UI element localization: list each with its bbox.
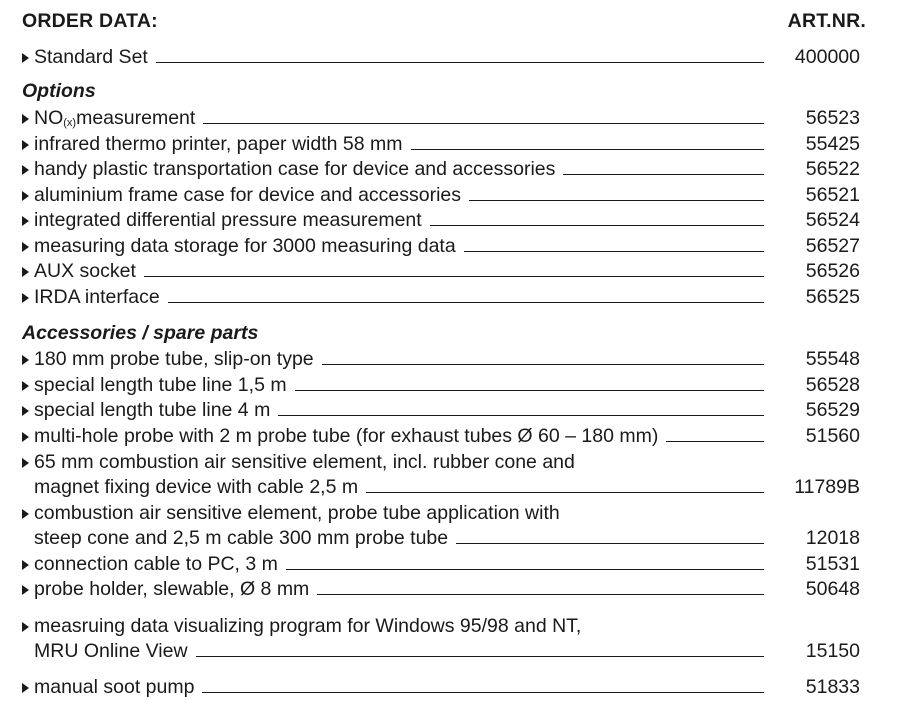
item-number: 51531 bbox=[805, 553, 860, 575]
leader-line bbox=[295, 390, 764, 391]
list-item bbox=[22, 612, 860, 638]
list-item bbox=[22, 155, 860, 181]
item-label: IRDA interface bbox=[34, 286, 160, 308]
item-label: magnet fixing device with cable 2,5 m bbox=[34, 476, 359, 498]
leader-line bbox=[666, 441, 764, 442]
bullet-triangle-icon bbox=[22, 381, 29, 391]
bullet-triangle-icon bbox=[22, 53, 29, 63]
leader-line bbox=[430, 225, 764, 226]
leader-line bbox=[469, 200, 764, 201]
item-label: multi-hole probe with 2 m probe tube (for exhaust tubes Ø 60 – 180 mm) bbox=[34, 425, 659, 447]
bullet-triangle-icon bbox=[22, 622, 29, 632]
item-label: integrated differential pressure measurement bbox=[34, 209, 422, 231]
leader-line bbox=[286, 569, 764, 570]
list-item-standard-set bbox=[22, 43, 860, 69]
options-heading: Options bbox=[22, 80, 96, 102]
item-number: 11789B bbox=[794, 476, 860, 498]
bullet-triangle-icon bbox=[22, 432, 29, 442]
item-label: measuring data storage for 3000 measuring data bbox=[34, 235, 456, 257]
leader-line bbox=[563, 174, 764, 175]
bullet-triangle-icon bbox=[22, 458, 29, 468]
item-number: 56523 bbox=[805, 107, 860, 129]
list-item bbox=[22, 422, 860, 448]
item-label: aluminium frame case for device and accessories bbox=[34, 184, 462, 206]
bullet-triangle-icon bbox=[22, 585, 29, 595]
item-label: MRU Online View bbox=[34, 640, 188, 662]
item-label: 180 mm probe tube, slip-on type bbox=[34, 348, 314, 370]
list-item bbox=[22, 499, 860, 525]
item-number: 56525 bbox=[805, 286, 860, 308]
item-number: 55548 bbox=[805, 348, 860, 370]
list-item bbox=[22, 673, 860, 699]
bullet-triangle-icon bbox=[22, 683, 29, 693]
bullet-triangle-icon bbox=[22, 560, 29, 570]
bullet-triangle-icon bbox=[22, 242, 29, 252]
list-item bbox=[22, 257, 860, 283]
leader-line bbox=[366, 492, 764, 493]
item-number: 51833 bbox=[805, 676, 860, 698]
item-number: 56528 bbox=[805, 374, 860, 396]
item-number: 56524 bbox=[805, 209, 860, 231]
list-item bbox=[22, 371, 860, 397]
item-number: 56527 bbox=[805, 235, 860, 257]
item-number: 50648 bbox=[805, 578, 860, 600]
leader-line bbox=[168, 302, 764, 303]
accessories-heading: Accessories / spare parts bbox=[22, 322, 259, 344]
list-item bbox=[22, 396, 860, 422]
item-label-line1: 65 mm combustion air sensitive element, incl. rubber cone and bbox=[34, 451, 575, 473]
item-label: handy plastic transportation case for device and accessories bbox=[34, 158, 556, 180]
bullet-triangle-icon bbox=[22, 114, 29, 124]
list-item bbox=[22, 206, 860, 232]
bullet-triangle-icon bbox=[22, 293, 29, 303]
bullet-triangle-icon bbox=[22, 165, 29, 175]
leader-line bbox=[411, 149, 764, 150]
item-number: 12018 bbox=[805, 527, 860, 549]
item-label: AUX socket bbox=[34, 260, 136, 282]
list-item bbox=[22, 232, 860, 258]
item-label: Standard Set bbox=[34, 46, 148, 68]
item-label: NO(x)measurement bbox=[34, 107, 196, 129]
item-label: special length tube line 1,5 m bbox=[34, 374, 287, 396]
item-label: special length tube line 4 m bbox=[34, 399, 271, 421]
item-label: manual soot pump bbox=[34, 676, 195, 698]
list-item bbox=[22, 345, 860, 371]
item-number: 400000 bbox=[794, 46, 860, 68]
item-number: 56529 bbox=[805, 399, 860, 421]
leader-line bbox=[196, 656, 764, 657]
list-item bbox=[22, 448, 860, 474]
item-label: infrared thermo printer, paper width 58 mm bbox=[34, 133, 403, 155]
bullet-triangle-icon bbox=[22, 191, 29, 201]
bullet-triangle-icon bbox=[22, 406, 29, 416]
item-number: 56521 bbox=[805, 184, 860, 206]
list-item bbox=[22, 104, 860, 130]
bullet-triangle-icon bbox=[22, 216, 29, 226]
list-item bbox=[22, 181, 860, 207]
list-item bbox=[22, 575, 860, 601]
list-item-continuation bbox=[34, 524, 860, 550]
leader-line bbox=[317, 594, 764, 595]
leader-line bbox=[464, 251, 764, 252]
art-nr-header: ART.NR. bbox=[787, 10, 866, 32]
leader-line bbox=[203, 123, 764, 124]
leader-line bbox=[144, 276, 764, 277]
leader-line bbox=[456, 543, 764, 544]
item-label: connection cable to PC, 3 m bbox=[34, 553, 278, 575]
item-label: steep cone and 2,5 m cable 300 mm probe tube bbox=[34, 527, 449, 549]
leader-line bbox=[278, 415, 764, 416]
item-label-line1: measruing data visualizing program for Windows 95/98 and NT, bbox=[34, 615, 582, 637]
list-item-continuation bbox=[34, 637, 860, 663]
leader-line bbox=[156, 62, 764, 63]
list-item bbox=[22, 130, 860, 156]
bullet-triangle-icon bbox=[22, 267, 29, 277]
leader-line bbox=[322, 364, 764, 365]
leader-line bbox=[202, 692, 764, 693]
item-label: probe holder, slewable, Ø 8 mm bbox=[34, 578, 310, 600]
item-number: 51560 bbox=[805, 425, 860, 447]
bullet-triangle-icon bbox=[22, 509, 29, 519]
item-number: 56526 bbox=[805, 260, 860, 282]
item-label-line1: combustion air sensitive element, probe tube application with bbox=[34, 502, 560, 524]
list-item-continuation bbox=[34, 473, 860, 499]
item-number: 56522 bbox=[805, 158, 860, 180]
bullet-triangle-icon bbox=[22, 140, 29, 150]
order-data-title: ORDER DATA: bbox=[22, 10, 158, 32]
list-item bbox=[22, 550, 860, 576]
item-number: 15150 bbox=[805, 640, 860, 662]
item-number: 55425 bbox=[805, 133, 860, 155]
bullet-triangle-icon bbox=[22, 355, 29, 365]
list-item bbox=[22, 283, 860, 309]
